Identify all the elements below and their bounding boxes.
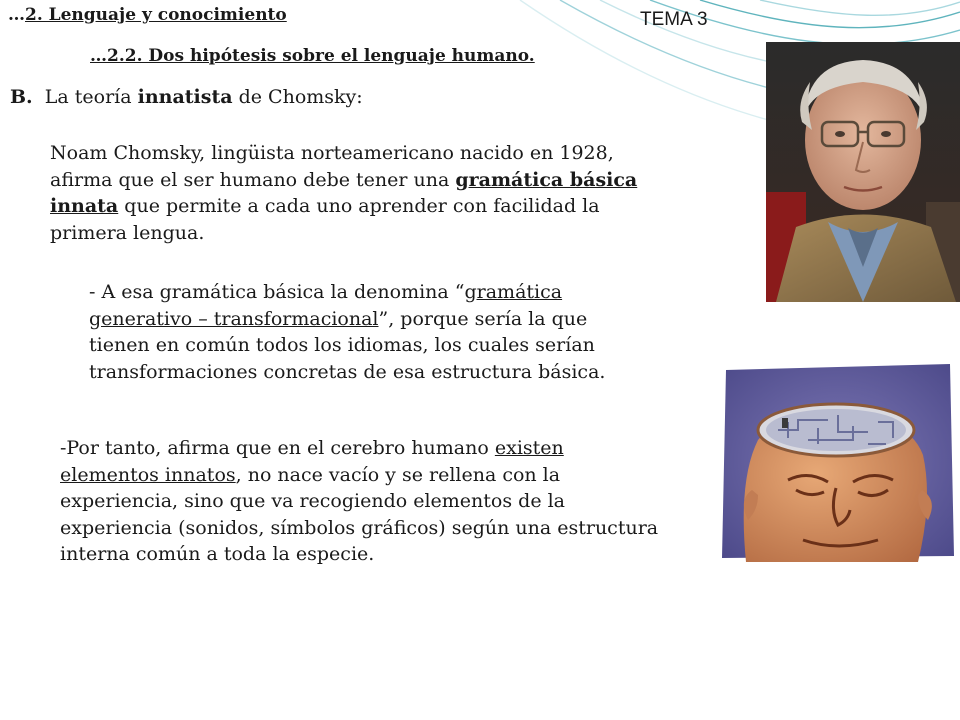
text-line [50,140,637,167]
emphasis-text: existen [494,437,564,459]
subsection-title [90,46,535,66]
portrait-photo [766,42,960,302]
ellipsis: … [8,5,25,25]
emphasis-text: elementos innatos [60,463,236,486]
line-text: tienen en común todos los idiomas, los cuales serían [89,334,595,356]
text-line [89,306,605,333]
paragraph-generative-grammar [89,279,605,385]
paragraph-chomsky-intro [50,140,637,246]
heading-post: de Chomsky: [232,86,363,108]
line-text: -Por tanto, afirma que en el cerebro humano [60,437,495,459]
text-line [50,193,637,220]
line-text: Noam Chomsky, lingüista norteamericano nacido en 1928, [50,142,614,164]
line-text: experiencia, sino que va recogiendo elementos de la [60,490,566,512]
emphasis-text: gramática [464,281,563,303]
text-line [60,541,658,568]
line-text: ”, porque sería la que [378,307,588,330]
section-b-heading [10,86,363,108]
heading-pre: La teoría [44,86,138,108]
line-text: transformaciones concretas de esa estructura básica. [89,360,606,383]
text-line [60,488,658,515]
text-line [50,220,637,247]
line-text: experiencia (sonidos, símbolos gráficos) según una estructura [60,516,659,539]
text-line [89,332,605,359]
line-text: afirma que el ser humano debe tener una [50,168,456,191]
paragraph-innate-elements [60,435,658,568]
maze-head-illustration [718,360,959,562]
text-line [50,167,637,194]
subsection-title-text: …2.2. Dos hipótesis sobre el lenguaje humano. [90,46,535,66]
line-text: primera lengua. [50,221,205,244]
text-line [60,462,658,489]
section-title [8,5,287,25]
text-line [60,435,658,462]
illustration-image [718,360,959,562]
text-line [89,359,605,386]
line-text: - A esa gramática básica la denomina “ [89,281,465,303]
emphasis-text: innata [50,195,119,217]
heading-bold: innatista [137,86,233,108]
portrait-image [766,42,960,302]
line-text: que permite a cada uno aprender con facilidad la [118,195,600,217]
emphasis-text: generativo – transformacional [89,307,379,330]
text-line [60,515,658,542]
text-line [89,279,605,306]
section-b-letter: B. [10,86,33,108]
topic-label: TEMA 3 [640,9,708,30]
line-text: interna común a toda la especie. [60,543,375,565]
section-title-text: 2. Lenguaje y conocimiento [25,5,287,25]
line-text: , no nace vacío y se rellena con la [235,463,561,486]
emphasis-text: gramática básica [455,168,638,191]
